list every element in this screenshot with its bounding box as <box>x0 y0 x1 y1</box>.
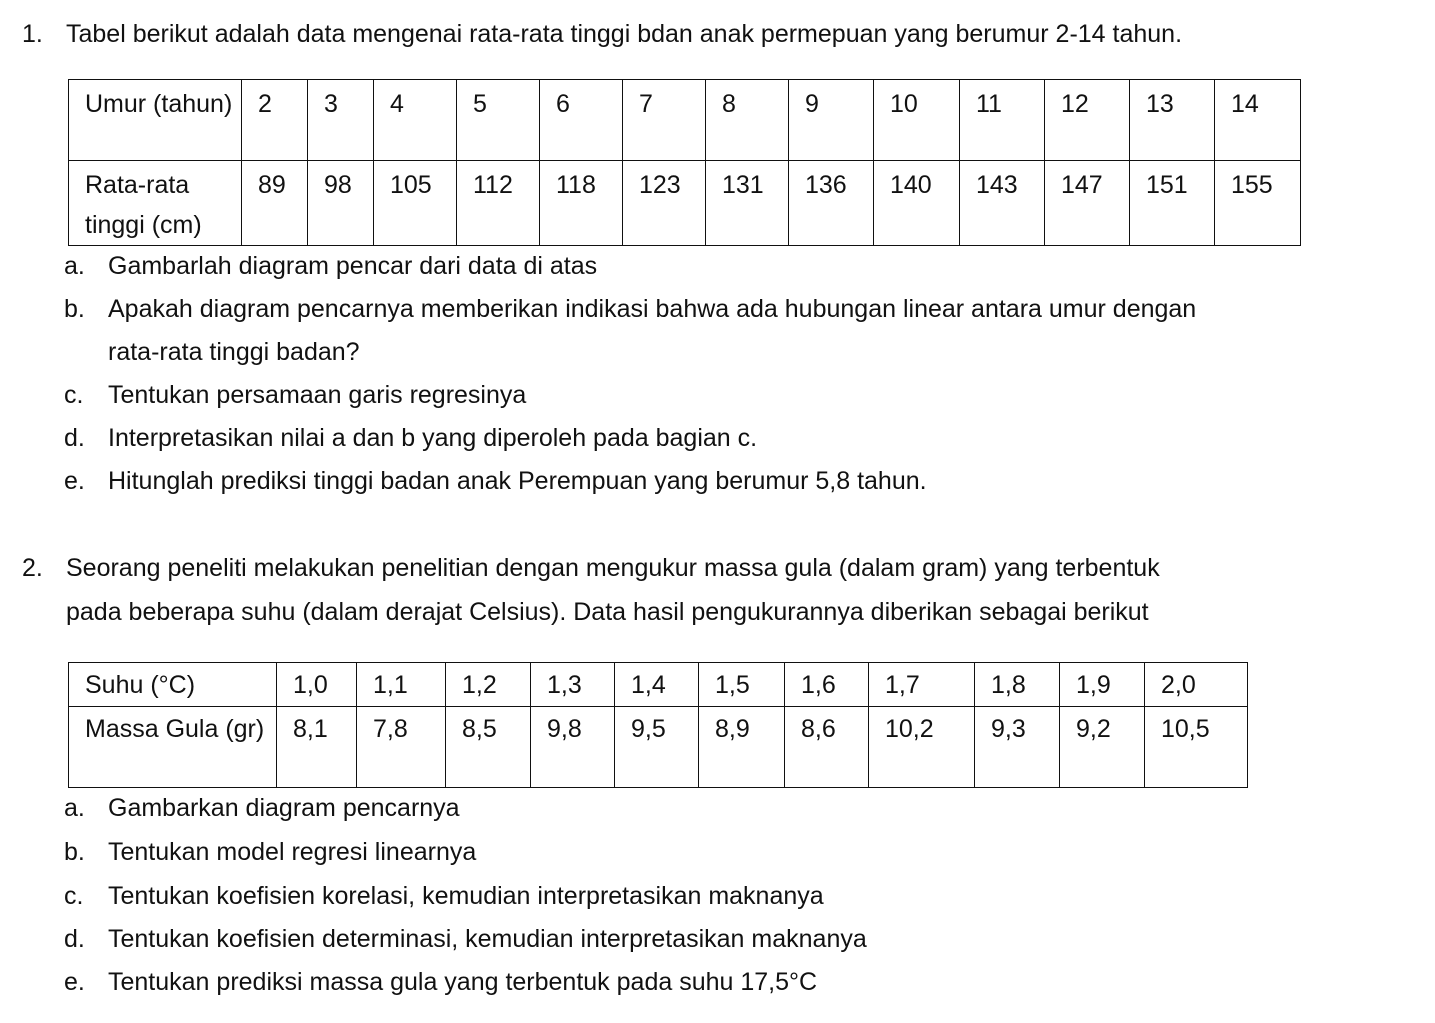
table-cell-age: 5 <box>457 80 540 161</box>
q2-item-text-b: Tentukan model regresi linearnya <box>108 838 477 866</box>
q1-item-label-c: c. <box>64 381 84 409</box>
q1-item-label-a: a. <box>64 252 85 280</box>
table-cell-height: 151 <box>1130 161 1215 246</box>
table-cell-height: 105 <box>374 161 457 246</box>
q2-item-text-c: Tentukan koefisien korelasi, kemudian interpretasikan maknanya <box>108 882 824 910</box>
q1-item-text-b: Apakah diagram pencarnya memberikan indikasi bahwa ada hubungan linear antara umur dengan <box>108 295 1197 323</box>
table-cell-age: 6 <box>540 80 623 161</box>
table-header-mass: Massa Gula (gr) <box>69 707 277 788</box>
table-cell-height: 136 <box>789 161 874 246</box>
table-cell-height: 98 <box>308 161 374 246</box>
table-cell-temperature: 1,3 <box>531 663 615 707</box>
q1-item-text-a: Gambarlah diagram pencar dari data di atas <box>108 252 598 280</box>
table-cell-age: 13 <box>1130 80 1215 161</box>
q2-item-label-c: c. <box>64 882 84 910</box>
table-cell-height: 143 <box>960 161 1045 246</box>
table-cell-age: 11 <box>960 80 1045 161</box>
q2-item-label-a: a. <box>64 794 85 822</box>
table-cell-mass: 8,6 <box>785 707 869 788</box>
table-cell-height: 147 <box>1045 161 1130 246</box>
table-cell-height: 131 <box>706 161 789 246</box>
table-cell-temperature: 1,5 <box>699 663 785 707</box>
table-cell-temperature: 1,4 <box>615 663 699 707</box>
q2-item-label-e: e. <box>64 968 85 996</box>
table-cell-temperature: 1,7 <box>869 663 975 707</box>
table-row-temperature <box>69 663 1248 707</box>
q1-item-text-c: Tentukan persamaan garis regresinya <box>108 381 527 409</box>
table-header-height: Rata-rata tinggi (cm) <box>69 161 242 246</box>
table-cell-height: 89 <box>242 161 308 246</box>
table-cell-age: 12 <box>1045 80 1130 161</box>
table-cell-mass: 9,5 <box>615 707 699 788</box>
table-cell-height: 112 <box>457 161 540 246</box>
q1-item-label-b: b. <box>64 295 85 323</box>
q2-item-text-a: Gambarkan diagram pencarnya <box>108 794 460 822</box>
table-cell-temperature: 2,0 <box>1145 663 1248 707</box>
table-cell-mass: 9,8 <box>531 707 615 788</box>
q1-item-text-e: Hitunglah prediksi tinggi badan anak Perempuan yang berumur 5,8 tahun. <box>108 467 927 495</box>
table-cell-height: 118 <box>540 161 623 246</box>
table-cell-mass: 10,5 <box>1145 707 1248 788</box>
table-cell-temperature: 1,2 <box>446 663 531 707</box>
question-2-number: 2. <box>22 554 43 582</box>
table-cell-temperature: 1,1 <box>357 663 446 707</box>
question-1-intro: Tabel berikut adalah data mengenai rata-rata tinggi bdan anak permepuan yang berumur 2-14 tahun. <box>66 20 1183 48</box>
table-temperature-mass <box>68 662 1248 788</box>
table-cell-mass: 8,9 <box>699 707 785 788</box>
q1-item-label-d: d. <box>64 424 85 452</box>
q2-item-text-d: Tentukan koefisien determinasi, kemudian interpretasikan maknanya <box>108 925 867 953</box>
question-2-intro-cont: pada beberapa suhu (dalam derajat Celsius). Data hasil pengukurannya diberikan sebagai berikut <box>66 598 1149 626</box>
q1-item-text-d: Interpretasikan nilai a dan b yang diperoleh pada bagian c. <box>108 424 758 452</box>
table-row-mass <box>69 707 1248 788</box>
table-cell-mass: 9,2 <box>1060 707 1145 788</box>
table-cell-mass: 8,5 <box>446 707 531 788</box>
q2-item-label-d: d. <box>64 925 85 953</box>
table-cell-mass: 10,2 <box>869 707 975 788</box>
table-cell-age: 10 <box>874 80 960 161</box>
q2-item-text-e: Tentukan prediksi massa gula yang terbentuk pada suhu 17,5°C <box>108 968 818 996</box>
table-cell-mass: 7,8 <box>357 707 446 788</box>
table-cell-age: 2 <box>242 80 308 161</box>
table-row-height <box>69 161 1301 246</box>
table-cell-mass: 9,3 <box>975 707 1060 788</box>
question-1-number: 1. <box>22 20 43 48</box>
table-cell-age: 4 <box>374 80 457 161</box>
table-cell-age: 7 <box>623 80 706 161</box>
q1-item-label-e: e. <box>64 467 85 495</box>
question-2-intro: Seorang peneliti melakukan penelitian dengan mengukur massa gula (dalam gram) yang terbentuk <box>66 554 1160 582</box>
table-cell-height: 123 <box>623 161 706 246</box>
q1-item-text-b-cont: rata-rata tinggi badan? <box>108 338 360 366</box>
table-cell-temperature: 1,6 <box>785 663 869 707</box>
table-header-temperature: Suhu (°C) <box>69 663 277 707</box>
q2-item-label-b: b. <box>64 838 85 866</box>
table-age-height <box>68 79 1301 246</box>
table-cell-height: 155 <box>1215 161 1301 246</box>
table-cell-age: 9 <box>789 80 874 161</box>
table-cell-temperature: 1,8 <box>975 663 1060 707</box>
table-cell-mass: 8,1 <box>277 707 357 788</box>
table-cell-temperature: 1,0 <box>277 663 357 707</box>
table-cell-height: 140 <box>874 161 960 246</box>
table-cell-age: 8 <box>706 80 789 161</box>
table-row-age <box>69 80 1301 161</box>
table-cell-temperature: 1,9 <box>1060 663 1145 707</box>
table-cell-age: 3 <box>308 80 374 161</box>
table-cell-age: 14 <box>1215 80 1301 161</box>
table-header-age: Umur (tahun) <box>69 80 242 161</box>
